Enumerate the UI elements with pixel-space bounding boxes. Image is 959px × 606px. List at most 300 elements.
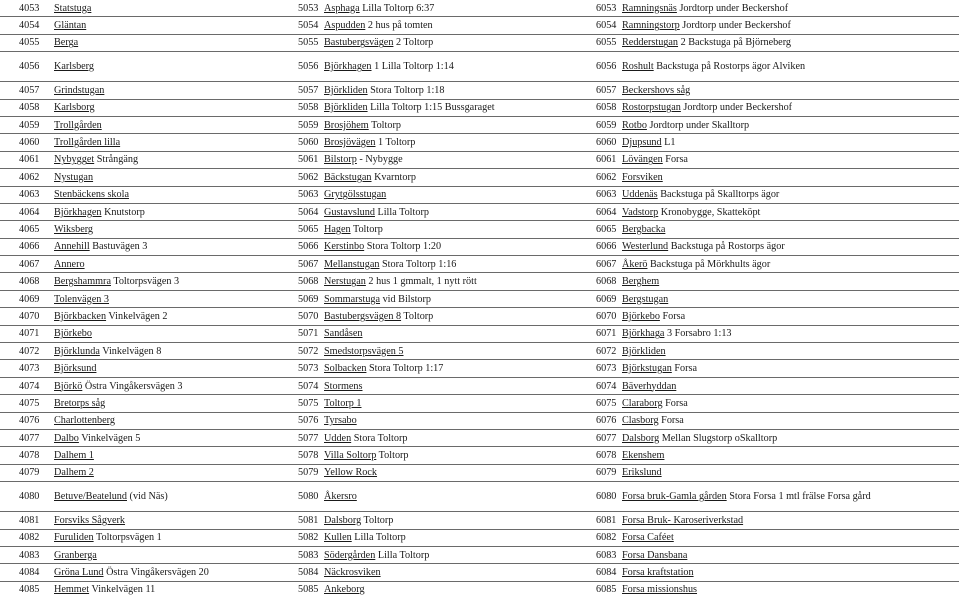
place-link[interactable]: Karlsberg xyxy=(54,61,94,73)
place-link[interactable]: Trollgården lilla xyxy=(54,137,121,149)
table-row xyxy=(0,360,959,377)
place-description: Toltorpsvägen 3 xyxy=(110,276,180,288)
table-row xyxy=(0,256,959,273)
place-link[interactable]: Dalhem 2 xyxy=(54,467,94,479)
place-link[interactable]: Brosjövägen xyxy=(324,137,376,149)
entry-place xyxy=(52,273,279,290)
place-link[interactable]: Bergbacka xyxy=(622,223,666,235)
entry-number: 6073 xyxy=(577,360,620,377)
place-link[interactable]: Karlsborg xyxy=(54,102,95,114)
entry-number: 6076 xyxy=(577,412,620,429)
place-description: Stora Toltorp 1:18 xyxy=(367,84,445,96)
entry-place xyxy=(620,203,959,220)
place-description: Toltorp xyxy=(350,223,383,235)
entry-number: 6075 xyxy=(577,395,620,412)
table-row xyxy=(0,134,959,151)
entry-place xyxy=(322,0,577,17)
place-description: Toltorpsvägen 1 xyxy=(93,532,162,544)
entry-place xyxy=(52,256,279,273)
place-description: 2 hus 1 gmmalt, 1 nytt rött xyxy=(365,276,477,288)
place-link[interactable]: Udden xyxy=(324,432,352,444)
entry-place xyxy=(322,412,577,429)
table-row xyxy=(0,377,959,394)
entry-place xyxy=(620,308,959,325)
place-description: vid Bilstorp xyxy=(380,293,431,305)
place-link[interactable]: Villa Soltorp xyxy=(324,450,377,462)
place-link[interactable]: Lövängen xyxy=(622,154,663,166)
place-link[interactable]: Forsviks Sågverk xyxy=(54,514,126,526)
entry-number: 4060 xyxy=(0,134,52,151)
place-link[interactable]: Dalhem 1 xyxy=(54,450,94,462)
entry-number: 5083 xyxy=(279,546,322,563)
place-link[interactable]: Björkö xyxy=(54,380,83,392)
entry-place xyxy=(322,529,577,546)
entry-number: 5075 xyxy=(279,395,322,412)
entry-number: 4066 xyxy=(0,238,52,255)
table-row xyxy=(0,343,959,360)
entry-number: 4075 xyxy=(0,395,52,412)
place-description: Vinkelvägen 11 xyxy=(89,584,156,596)
place-link[interactable]: Kerstinbo xyxy=(324,241,365,253)
entry-place xyxy=(620,581,959,598)
place-link[interactable]: Forsa kraftstation xyxy=(622,567,694,579)
place-link[interactable]: Clasborg xyxy=(622,415,659,427)
entry-number: 6064 xyxy=(577,203,620,220)
place-description: Stora Toltorp 1:20 xyxy=(364,241,442,253)
entry-place xyxy=(322,482,577,512)
table-row xyxy=(0,52,959,82)
table-row xyxy=(0,169,959,186)
place-link[interactable]: Björkliden xyxy=(324,102,368,114)
place-description: Vinkelvägen 2 xyxy=(106,310,168,322)
place-link[interactable]: Bretorps såg xyxy=(54,397,106,409)
place-link[interactable]: Bergshammra xyxy=(54,276,111,288)
table-row xyxy=(0,238,959,255)
place-description: Stora Toltorp 1:17 xyxy=(366,363,444,375)
entry-number: 5071 xyxy=(279,325,322,342)
place-link[interactable]: Hemmet xyxy=(54,584,90,596)
place-link[interactable]: Westerlund xyxy=(622,241,669,253)
entry-number: 4056 xyxy=(0,52,52,82)
entry-number: 4084 xyxy=(0,564,52,581)
place-link[interactable]: Trollgården xyxy=(54,119,102,131)
entry-place xyxy=(620,429,959,446)
entry-place xyxy=(620,546,959,563)
place-link[interactable]: Ankeborg xyxy=(324,584,365,596)
entry-place xyxy=(620,238,959,255)
entry-place xyxy=(52,116,279,133)
entry-place xyxy=(52,34,279,51)
place-link[interactable]: Charlottenberg xyxy=(54,415,115,427)
entry-place xyxy=(322,360,577,377)
place-link[interactable]: Hagen xyxy=(324,223,351,235)
place-description: Jordtorp under Skalltorp xyxy=(646,119,750,131)
table-row xyxy=(0,464,959,481)
entry-number: 6069 xyxy=(577,290,620,307)
entry-number: 6083 xyxy=(577,546,620,563)
place-link[interactable]: Ramningstorp xyxy=(622,20,680,32)
entry-number: 6059 xyxy=(577,116,620,133)
place-description: Forsa xyxy=(662,154,688,166)
entry-number: 5063 xyxy=(279,186,322,203)
place-link[interactable]: Mellanstugan xyxy=(324,258,380,270)
entry-place xyxy=(52,447,279,464)
place-link[interactable]: Nerstugan xyxy=(324,276,366,288)
place-description: Backstuga på Mörkhults ägor xyxy=(647,258,771,270)
place-description: Lilla Toltorp xyxy=(351,532,406,544)
entry-number: 4078 xyxy=(0,447,52,464)
entry-number: 6077 xyxy=(577,429,620,446)
place-link[interactable]: Björkebo xyxy=(54,328,92,340)
place-description: Lilla Toltorp xyxy=(375,549,430,561)
place-link[interactable]: Granberga xyxy=(54,549,97,561)
entry-place xyxy=(620,290,959,307)
entry-number: 5056 xyxy=(279,52,322,82)
place-link[interactable]: Gustavslund xyxy=(324,206,375,218)
place-link[interactable]: Berghem xyxy=(622,276,660,288)
table-row xyxy=(0,290,959,307)
place-link[interactable]: Forsa bruk-Gamla gården xyxy=(622,491,727,503)
entry-number: 5069 xyxy=(279,290,322,307)
place-link[interactable]: Smedstorpsvägen 5 xyxy=(324,345,404,357)
entry-number: 6054 xyxy=(577,17,620,34)
place-description: 2 Toltorp xyxy=(393,37,434,49)
entry-place xyxy=(322,186,577,203)
place-description: 1 Lilla Toltorp 1:14 xyxy=(371,61,454,73)
place-link[interactable]: Björkhaga xyxy=(622,328,665,340)
place-link[interactable]: Björkliden xyxy=(622,345,666,357)
place-link[interactable]: Åkerö xyxy=(622,258,648,270)
place-link[interactable]: Claraborg xyxy=(622,397,663,409)
table-row xyxy=(0,529,959,546)
place-description: Stora Toltorp xyxy=(351,432,408,444)
entry-place xyxy=(620,186,959,203)
entry-number: 6082 xyxy=(577,529,620,546)
entry-place xyxy=(52,325,279,342)
entry-number: 4083 xyxy=(0,546,52,563)
place-description: Stora Toltorp 1:16 xyxy=(379,258,457,270)
place-description: Forsa xyxy=(659,310,686,322)
entry-number: 5060 xyxy=(279,134,322,151)
place-link[interactable]: Yellow Rock xyxy=(324,467,378,479)
place-link[interactable]: Bastubergsvägen 8 xyxy=(324,310,402,322)
place-link[interactable]: Sandåsen xyxy=(324,328,363,340)
entry-place xyxy=(322,429,577,446)
entry-number: 6053 xyxy=(577,0,620,17)
entry-place xyxy=(52,134,279,151)
place-link[interactable]: Redderstugan xyxy=(622,37,679,49)
entry-number: 4058 xyxy=(0,99,52,116)
place-description: Forsa xyxy=(658,415,684,427)
place-link[interactable]: Statstuga xyxy=(54,2,92,14)
entry-number: 5065 xyxy=(279,221,322,238)
table-row xyxy=(0,0,959,17)
place-description: (vid Näs) xyxy=(127,491,168,503)
entry-place xyxy=(620,529,959,546)
entry-number: 4055 xyxy=(0,34,52,51)
entry-place xyxy=(52,564,279,581)
place-link[interactable]: Solbacken xyxy=(324,363,367,375)
table-row xyxy=(0,116,959,133)
entry-place xyxy=(620,256,959,273)
place-link[interactable]: Dalbo xyxy=(54,432,79,444)
place-link[interactable]: Vadstorp xyxy=(622,206,659,218)
place-description: Forsa xyxy=(671,363,697,375)
place-link[interactable]: Stormens xyxy=(324,380,363,392)
entry-place xyxy=(52,52,279,82)
entry-number: 4077 xyxy=(0,429,52,446)
place-link[interactable]: Ekenshem xyxy=(622,450,665,462)
place-link[interactable]: Nystugan xyxy=(54,171,94,183)
table-row xyxy=(0,308,959,325)
entry-place xyxy=(52,169,279,186)
entry-number: 6085 xyxy=(596,584,617,596)
entry-place xyxy=(620,447,959,464)
entry-place xyxy=(322,151,577,168)
entry-number: 5074 xyxy=(279,377,322,394)
place-link[interactable]: Grytgölsstugan xyxy=(324,189,387,201)
place-link[interactable]: Aspudden xyxy=(324,20,366,32)
place-description: Vinkelvägen 5 xyxy=(78,432,141,444)
entry-place xyxy=(52,343,279,360)
place-description: Strångäng xyxy=(94,154,139,166)
place-description: 2 Backstuga på Björneberg xyxy=(678,37,792,49)
entry-number: 6055 xyxy=(577,34,620,51)
entry-place xyxy=(322,203,577,220)
entry-number: 5058 xyxy=(279,99,322,116)
place-link[interactable]: Ramningsnäs xyxy=(622,2,677,14)
entry-number: 5073 xyxy=(279,360,322,377)
entry-place xyxy=(52,151,279,168)
entry-place xyxy=(620,377,959,394)
entry-number: 5085 xyxy=(298,584,319,596)
entry-number: 5055 xyxy=(279,34,322,51)
place-link[interactable]: Björkebo xyxy=(622,310,660,322)
place-description: Toltorp xyxy=(401,310,434,322)
place-link[interactable]: Wiksberg xyxy=(54,223,94,235)
entry-number: 5068 xyxy=(279,273,322,290)
entry-number: 4069 xyxy=(0,290,52,307)
entry-place xyxy=(620,82,959,99)
entry-place xyxy=(322,395,577,412)
table-row xyxy=(0,99,959,116)
entry-place xyxy=(322,512,577,529)
place-link[interactable]: Stenbäckens skola xyxy=(54,189,129,201)
place-link[interactable]: Roshult xyxy=(622,61,654,73)
entry-number: 4076 xyxy=(0,412,52,429)
place-description: Östra Vingåkersvägen 20 xyxy=(103,567,209,579)
entry-number: 4072 xyxy=(0,343,52,360)
entry-place xyxy=(620,221,959,238)
entry-place xyxy=(52,203,279,220)
place-description: Stora Forsa 1 mtl frälse Forsa gård xyxy=(726,491,871,503)
entry-place xyxy=(322,99,577,116)
entry-number: 6084 xyxy=(577,564,620,581)
place-link[interactable]: Furuliden xyxy=(54,532,94,544)
entry-place xyxy=(52,308,279,325)
table-row xyxy=(0,325,959,342)
place-description: Lilla Toltorp 6:37 xyxy=(359,2,435,14)
place-link[interactable]: Björksund xyxy=(54,363,97,375)
place-link[interactable]: Grindstugan xyxy=(54,84,105,96)
place-link[interactable]: Djupsund xyxy=(622,137,662,149)
entry-place xyxy=(620,151,959,168)
place-link[interactable]: Björkstugan xyxy=(622,363,672,375)
place-link[interactable]: Sommarstuga xyxy=(324,293,381,305)
place-link[interactable]: Bastubergsvägen xyxy=(324,37,394,49)
entry-number: 6074 xyxy=(577,377,620,394)
entry-number: 5080 xyxy=(279,482,322,512)
entry-number: 6078 xyxy=(577,447,620,464)
entry-number: 4067 xyxy=(0,256,52,273)
entry-number: 4053 xyxy=(0,0,52,17)
entry-number: 4074 xyxy=(0,377,52,394)
entry-number: 6070 xyxy=(577,308,620,325)
place-description: Toltorp xyxy=(361,514,394,526)
place-link[interactable]: Rotbo xyxy=(622,119,647,131)
entry-place xyxy=(322,564,577,581)
table-row xyxy=(0,17,959,34)
entry-number: 5078 xyxy=(279,447,322,464)
entry-number: 5067 xyxy=(279,256,322,273)
entry-place xyxy=(52,546,279,563)
table-row xyxy=(0,546,959,563)
place-link[interactable]: Uddenäs xyxy=(622,189,658,201)
place-link[interactable]: Forsa Caféet xyxy=(622,532,674,544)
place-description: Vinkelvägen 8 xyxy=(99,345,162,357)
entry-place xyxy=(322,546,577,563)
place-link[interactable]: Bilstorp xyxy=(324,154,357,166)
place-link[interactable]: Bäckstugan xyxy=(324,171,372,183)
entry-number: 5057 xyxy=(279,82,322,99)
place-link[interactable]: Betuve/Beatelund xyxy=(54,491,127,503)
place-link[interactable]: Beckershovs såg xyxy=(622,84,691,96)
entry-place xyxy=(52,395,279,412)
entry-number: 6063 xyxy=(577,186,620,203)
table-row xyxy=(0,82,959,99)
place-link[interactable]: Forsa Dansbana xyxy=(622,549,688,561)
entry-place xyxy=(52,412,279,429)
place-link[interactable]: Bäverhyddan xyxy=(622,380,677,392)
entry-place xyxy=(620,564,959,581)
entry-number: 4080 xyxy=(0,482,52,512)
place-link[interactable]: Dalsborg xyxy=(324,514,362,526)
entry-number: 5076 xyxy=(279,412,322,429)
entry-number: 5062 xyxy=(279,169,322,186)
entry-number: 5064 xyxy=(279,203,322,220)
entry-number: 5077 xyxy=(279,429,322,446)
table-row xyxy=(0,203,959,220)
entry-place xyxy=(52,221,279,238)
entry-number: 6079 xyxy=(577,464,620,481)
place-link[interactable]: Rostorpstugan xyxy=(622,102,681,114)
place-link[interactable]: Forsa Bruk- Karoseriverkstad xyxy=(622,514,744,526)
place-description: Lilla Toltorp xyxy=(374,206,429,218)
place-link[interactable]: Björkhagen xyxy=(324,61,372,73)
place-link[interactable]: Björkliden xyxy=(324,84,368,96)
table-row xyxy=(0,412,959,429)
entry-number: 4065 xyxy=(0,221,52,238)
entry-place xyxy=(52,360,279,377)
place-description: 1 Toltorp xyxy=(375,137,416,149)
entry-number: 5059 xyxy=(279,116,322,133)
place-link[interactable]: Toltorp 1 xyxy=(324,397,362,409)
table-row xyxy=(0,447,959,464)
place-link[interactable]: Asphaga xyxy=(324,2,360,14)
entry-number: 5084 xyxy=(279,564,322,581)
entry-place xyxy=(620,343,959,360)
entry-number: 4061 xyxy=(0,151,52,168)
place-link[interactable]: Annehill xyxy=(54,241,90,253)
place-link[interactable]: Tolenvägen 3 xyxy=(54,293,110,305)
table-row xyxy=(0,512,959,529)
place-link[interactable]: Bergstugan xyxy=(622,293,669,305)
place-link[interactable]: Dalsborg xyxy=(622,432,660,444)
entry-number: 6081 xyxy=(577,512,620,529)
place-link[interactable]: Åkersro xyxy=(324,491,357,503)
entry-number: 6061 xyxy=(577,151,620,168)
place-link[interactable]: Forsa missionshus xyxy=(622,584,698,596)
table-row xyxy=(0,564,959,581)
entry-number: 4070 xyxy=(0,308,52,325)
entry-number: 5081 xyxy=(279,512,322,529)
table-row xyxy=(0,221,959,238)
place-link[interactable]: Björklunda xyxy=(54,345,100,357)
entry-place xyxy=(322,238,577,255)
place-link[interactable]: Kullen xyxy=(324,532,352,544)
place-link[interactable]: Berga xyxy=(54,37,79,49)
place-description: Backstuga på Rostorps ägor Alviken xyxy=(653,61,806,73)
entry-place xyxy=(52,290,279,307)
entry-number: 6068 xyxy=(577,273,620,290)
table-row xyxy=(0,273,959,290)
entry-place xyxy=(620,116,959,133)
entry-number: 6080 xyxy=(577,482,620,512)
entry-number: 4079 xyxy=(0,464,52,481)
entry-place xyxy=(620,360,959,377)
place-description: 2 hus på tomten xyxy=(365,20,433,32)
entry-number: 4059 xyxy=(0,116,52,133)
place-link[interactable]: Tyrsabo xyxy=(324,415,357,427)
entry-place xyxy=(322,17,577,34)
entry-place xyxy=(52,82,279,99)
entry-place xyxy=(620,0,959,17)
table-row xyxy=(0,34,959,51)
place-link[interactable]: Näckrosviken xyxy=(324,567,381,579)
place-description: - Nybygge xyxy=(356,154,403,166)
place-link[interactable]: Gröna Lund xyxy=(54,567,104,579)
entry-number: 5066 xyxy=(279,238,322,255)
place-link[interactable]: Nybygget xyxy=(54,154,95,166)
place-link[interactable]: Forsviken xyxy=(622,171,663,183)
place-link[interactable]: Erikslund xyxy=(622,467,662,479)
place-link[interactable]: Södergården xyxy=(324,549,376,561)
entry-place xyxy=(322,290,577,307)
place-link[interactable]: Gläntan xyxy=(54,20,87,32)
place-link[interactable]: Björkbacken xyxy=(54,310,107,322)
entry-number: 6057 xyxy=(577,82,620,99)
place-link[interactable]: Björkhagen xyxy=(54,206,102,218)
place-link[interactable]: Brosjöhem xyxy=(324,119,369,131)
entry-number: 5082 xyxy=(279,529,322,546)
place-link[interactable]: Annero xyxy=(54,258,85,270)
entry-place xyxy=(322,34,577,51)
entry-number: 6071 xyxy=(577,325,620,342)
entry-place xyxy=(322,343,577,360)
entry-number: 4054 xyxy=(0,17,52,34)
table-row xyxy=(0,395,959,412)
entry-number: 5053 xyxy=(279,0,322,17)
